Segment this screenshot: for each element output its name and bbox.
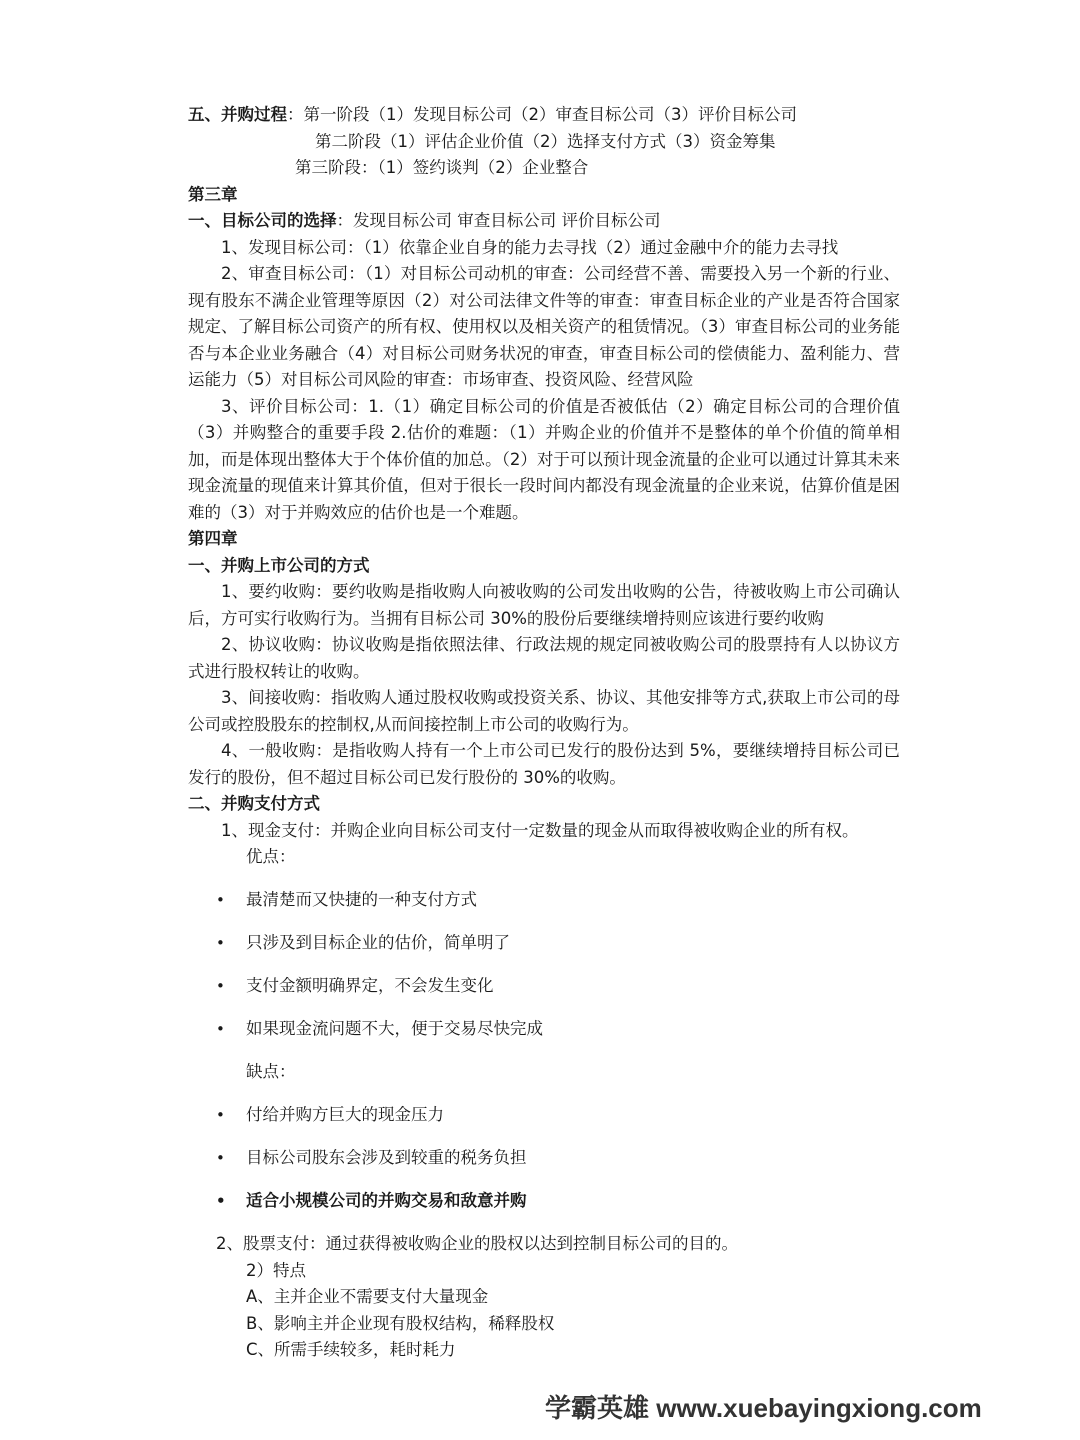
cash-cons-label: 缺点： <box>246 1062 296 1081</box>
chapter3-section1-label: 一、目标公司的选择 <box>188 211 337 230</box>
list-item-suitable: • 适合小规模公司的并购交易和敌意并购 <box>188 1188 900 1215</box>
list-item: • 如果现金流问题不大，便于交易尽快完成 <box>188 1016 900 1043</box>
cash-pros-label: 优点： <box>246 847 296 866</box>
list-item: • 付给并购方巨大的现金压力 <box>188 1102 900 1129</box>
stock-feature-a: A、主并企业不需要支付大量现金 <box>246 1287 489 1306</box>
list-item: • 支付金额明确界定，不会发生变化 <box>188 973 900 1000</box>
list-item: • 最清楚而又快捷的一种支付方式 <box>188 887 900 914</box>
chapter3-section1: 一、目标公司的选择：发现目标公司 审查目标公司 评价目标公司 <box>188 211 661 230</box>
chapter4-heading: 第四章 <box>188 529 238 548</box>
list-item: • 只涉及到目标企业的估价，简单明了 <box>188 930 900 957</box>
chapter4-item2: 2、协议收购：协议收购是指依照法律、行政法规的规定同被收购公司的股票持有人以协议方式进行股权转让的收购。 <box>188 635 900 681</box>
stock-features-label: 2）特点 <box>246 1260 306 1280</box>
chapter3-item1: 1、发现目标公司：（1）依靠企业自身的能力去寻找（2）通过金融中介的能力去寻找 <box>221 237 839 257</box>
chapter4-item4: 4、一般收购：是指收购人持有一个上市公司已发行的股份达到 5%，要继续增持目标公司已发行的股份，但不超过目标公司已发行股份的 30%的收购。 <box>188 741 900 787</box>
chapter3-item3: 3、评价目标公司：1.（1）确定目标公司的价值是否被低估（2）确定目标公司的合理价值（3）并购整合的重要手段 2.估价的难题：（1）并购企业的价值并不是整体的单个价值的简单相加，而是体现出整体大于个体价值的加总。（2）对于可以预计现金流量的企业可以通过计算其未来现金流量的现值来计算其价值，但对于很长一段时间内都没有现金流量的企业来说，估算价值是困难的（3）对于并购效应的估价也是一个难题。 <box>188 396 900 522</box>
chapter4-item1: 1、要约收购：要约收购是指收购人向被收购的公司发出收购的公告，待被收购上市公司确认后，方可实行收购行为。当拥有目标公司 30%的股份后要继续增持则应该进行要约收购 <box>188 582 900 628</box>
merger-process-stage3: 第三阶段：（1）签约谈判（2）企业整合 <box>295 158 589 177</box>
cash-payment-title: 1、现金支付：并购企业向目标公司支付一定数量的现金从而取得被收购企业的所有权。 <box>221 820 859 840</box>
stock-feature-c: C、所需手续较多，耗时耗力 <box>246 1340 456 1359</box>
stock-feature-b: B、影响主并企业现有股权结构，稀释股权 <box>246 1313 555 1333</box>
chapter3-heading: 第三章 <box>188 184 238 204</box>
watermark-text: 学霸英雄 www.xuebayingxiong.com <box>545 1393 982 1423</box>
chapter4-section2: 二、并购支付方式 <box>188 794 320 813</box>
stock-payment-title: 2、股票支付：通过获得被收购企业的股权以达到控制目标公司的目的。 <box>216 1234 738 1253</box>
chapter4-item3: 3、间接收购：指收购人通过股权收购或投资关系、协议、其他安排等方式,获取上市公司的母公司或控股股东的控制权,从而间接控制上市公司的收购行为。 <box>188 688 900 734</box>
chapter4-section1: 一、并购上市公司的方式 <box>188 555 370 575</box>
merger-process-label: 五、并购过程 <box>188 105 287 124</box>
list-item: • 目标公司股东会涉及到较重的税务负担 <box>188 1145 900 1172</box>
merger-process-stage2: 第二阶段（1）评估企业价值（2）选择支付方式（3）资金筹集 <box>315 131 776 151</box>
merger-process-stage1: 五、并购过程：第一阶段（1）发现目标公司（2）审查目标公司（3）评价目标公司 <box>188 105 797 124</box>
chapter3-item2: 2、审查目标公司：（1）对目标公司动机的审查：公司经营不善、需要投入另一个新的行业、现有股东不满企业管理等原因（2）对公司法律文件等的审查：审查目标企业的产业是否符合国家规定、了解目标公司资产的所有权、使用权以及相关资产的租赁情况。（3）审查目标公司的业务能否与本企业业务融合（4）对目标公司财务状况的审查，审查目标公司的偿债能力、盈利能力、营运能力（5）对目标公司风险的审查：市场审查、投资风险、经营风险 <box>188 264 900 389</box>
document-page <box>188 102 900 1364</box>
